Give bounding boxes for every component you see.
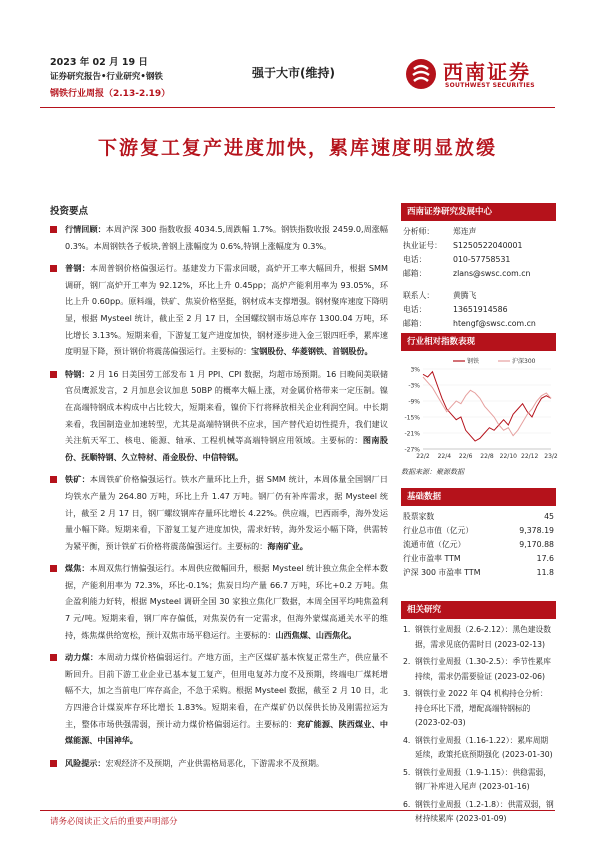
- related-research-panel: [401, 601, 556, 830]
- weekly-title: 钢铁行业周报（2.13-2.19）: [50, 89, 171, 99]
- row-key: 流通市值（亿元）: [403, 540, 466, 549]
- x-tick-label: 22/12: [521, 453, 539, 460]
- logo-text: 西南证券: [443, 60, 531, 84]
- paragraph-risk: [50, 755, 388, 772]
- related-link[interactable]: 钢铁行业周报（1.2-1.8）：供需双弱，钢材持续累库 (2023-01-09): [415, 799, 554, 823]
- paragraph-text: 本周沪深 300 指数收报 4034.5,周跌幅 1.7%。钢铁指数收报 2459.0,周涨幅 0.3%。本周钢铁各子板块,普钢上涨幅度为 0.6%,特钢上涨幅度为 0.3%。: [65, 224, 388, 251]
- header-divider: [40, 107, 555, 108]
- logo-emblem-icon: [405, 58, 437, 90]
- email-link[interactable]: zlans@swsc.com.cn: [453, 269, 531, 278]
- related-item[interactable]: [403, 623, 554, 652]
- row-key: 执业证号：: [403, 241, 442, 250]
- x-tick-label: 22/6: [458, 453, 473, 460]
- key-points-body: [50, 221, 388, 777]
- paragraph-iron-ore: [50, 471, 388, 554]
- row-value: 010-57758531: [453, 255, 511, 264]
- phone-row: [403, 253, 556, 267]
- basic-data-row: [403, 524, 554, 538]
- basic-data-row: [403, 566, 554, 580]
- y-tick-label: -9%: [408, 398, 420, 406]
- paragraph-stocks: 山西焦煤、山西焦化。: [275, 629, 357, 640]
- row-value: 17.6: [536, 554, 554, 563]
- y-tick-label: -15%: [404, 414, 420, 422]
- row-value: 11.8: [536, 568, 554, 577]
- x-tick-label: 22/8: [480, 453, 494, 460]
- x-tick-label: 22/4: [437, 453, 452, 460]
- item-number: 3.: [403, 689, 411, 698]
- bullet-icon: [50, 265, 57, 272]
- paragraph-thermal-coal: [50, 649, 388, 749]
- paragraph-text: 本周铁矿价格偏强运行。铁水产量环比上升，据 SMM 统计，本周体量全国钢厂日均铁水产量为 264.80 万吨，环比上升 1.47 万吨。钢厂仍有补库需求，据 Mysteel 统计，截至 2 月 17 日，钢厂螺纹钢库存量环比增长 4.22%。供应端，巴西雨季，海外发运量小幅下降。短期来看，下游复工复产进度加快，需求好转，海外发运小幅下降，供需转为紧平衡，预计铁矿石价格将震荡偏强运行。主要标的：: [65, 474, 388, 551]
- paragraph-text: 本周普钢价格偏强运行。基建发力下需求回暖，高炉开工率大幅回升，根据 SMM 调研，钢厂高炉开工率为 92.12%，环比上升 0.45pp；高炉产能利用率为 93.05%，环比上升 0.60pp。原料端，铁矿、焦炭价格坚挺，钢材成本支撑增强。钢材聚库速度下降明显，根据 Mysteel 统计，截止至 2 月 17 日，全国螺纹钢市场总库存 1300.04 万吨，环比增长 3.13%。短期来看，下游复工复产进度加快，钢材逐步进入金三银四旺季，累库速度明显下降，预计钢价将震荡偏强运行。主要标的：: [65, 263, 388, 357]
- paragraph-label: 风险提示：: [65, 757, 106, 768]
- bullet-icon: [50, 654, 57, 661]
- row-key: 分析师：: [403, 227, 435, 236]
- row-key: 行业总市值（亿元）: [403, 526, 474, 535]
- paragraph-special-steel: [50, 366, 388, 466]
- row-value: S1250522040001: [453, 241, 523, 250]
- spacer: [403, 281, 556, 289]
- email-row[interactable]: [403, 267, 556, 281]
- series-line-csi300: [423, 377, 551, 436]
- basic-data-heading: 基础数据: [401, 488, 556, 506]
- row-key: 电话：: [403, 305, 427, 314]
- paragraph-market-review: [50, 221, 388, 254]
- row-value: 9,378.19: [519, 526, 554, 535]
- research-team-panel: [401, 203, 556, 331]
- team-heading: 西南证券研究发展中心: [401, 203, 556, 221]
- performance-chart: [401, 355, 556, 465]
- row-key: 股票家数: [403, 512, 435, 521]
- bullet-icon: [50, 371, 57, 378]
- x-tick-label: 22/2: [416, 453, 430, 460]
- paragraph-stocks: 海南矿业。: [267, 540, 308, 551]
- related-item[interactable]: [403, 766, 554, 795]
- row-key: 联系人：: [403, 291, 435, 300]
- item-number: 6.: [403, 799, 411, 809]
- paragraph-label: 铁矿：: [65, 474, 90, 485]
- related-item[interactable]: [403, 734, 554, 763]
- contact-email-row[interactable]: [403, 317, 556, 331]
- legend-label: 钢铁: [467, 358, 480, 365]
- chart-heading: 行业相对指数表现: [401, 333, 556, 351]
- y-tick-label: -27%: [404, 446, 420, 454]
- paragraph-text: 2 月 16 日美国劳工部发布 1 月 PPI、CPI 数据，均超市场预期。16 日晚间美联储官员鹰派发言，2 月加息会议加息 50BP 的概率大幅上涨，对金属价格带来一定压制。镍在高端特钢成本构成中占比较大，短期来看，镍价下行将释放相关企业利润空间。中长期来看，我国制造业加速转型，尤其是高端特钢供不应求，国产替代迫切性提升，我们建议关注航天军工、核电、能源、轴承、工程机械等高端特钢应用领域。主要标的：: [65, 368, 388, 446]
- related-link[interactable]: 钢铁行业 2022 年 Q4 机构持仓分析：持仓环比下滑，增配高端特钢标的 (2023-02-03): [415, 689, 548, 727]
- y-tick-label: -3%: [408, 382, 420, 390]
- related-link[interactable]: 钢铁行业周报（1.30-2.5）：季节性累库持续，需求仍需要验证 (2023-02-06): [415, 657, 551, 681]
- item-number: 5.: [403, 767, 411, 777]
- paragraph-common-steel: [50, 260, 388, 360]
- row-value: 45: [544, 512, 554, 521]
- related-heading: 相关研究: [401, 601, 556, 619]
- bullet-icon: [50, 565, 57, 572]
- email-link[interactable]: htengf@swsc.com.cn: [453, 319, 536, 328]
- paragraph-coking-coal: [50, 560, 388, 643]
- item-number: 4.: [403, 735, 411, 745]
- bullet-icon: [50, 760, 57, 767]
- related-link[interactable]: 钢铁行业周报（1.16-1.22）：累库周期延续，政策托底预期强化 (2023-01-30): [415, 735, 553, 759]
- paragraph-label: 煤焦：: [65, 563, 90, 574]
- row-key: 行业市盈率 TTM: [403, 554, 461, 563]
- related-item[interactable]: [403, 655, 554, 684]
- legend-label: 沪深300: [512, 358, 536, 365]
- row-value: 13651914586: [453, 305, 508, 314]
- row-key: 邮箱：: [403, 269, 427, 278]
- license-row: [403, 239, 556, 253]
- item-number: 1.: [403, 625, 411, 634]
- rating: 强于大市(维持): [252, 66, 335, 80]
- contact-row: [403, 289, 556, 303]
- basic-data-row: [403, 538, 554, 552]
- index-performance-panel: [401, 333, 556, 477]
- paragraph-stocks: 图南股份、抚顺特钢、久立特材、甬金股份、中信特钢。: [65, 435, 388, 462]
- paragraph-stocks: 兖矿能源、陕西煤业、中煤能源、中国神华。: [65, 718, 388, 746]
- contact-phone-row: [403, 303, 556, 317]
- row-value: 郑连声: [453, 227, 477, 236]
- bullet-icon: [50, 476, 57, 483]
- footer-disclaimer: 请务必阅读正文后的重要声明部分: [50, 817, 178, 827]
- related-link[interactable]: 钢铁行业周报（1.9-1.15）：供稳需弱，钢厂补库进入尾声 (2023-01-16): [415, 767, 551, 791]
- y-tick-label: -21%: [404, 430, 420, 438]
- x-tick-label: 23/2: [544, 453, 558, 460]
- row-key: 电话：: [403, 255, 427, 264]
- related-link[interactable]: 钢铁行业周报（2.6-2.12）：黑色建设数据，需求见底仍需时日 (2023-02-13): [415, 625, 551, 649]
- analyst-row: [403, 225, 556, 239]
- paragraph-label: 普钢：: [65, 263, 91, 274]
- paragraph-label: 特钢：: [65, 368, 90, 379]
- paragraph-text: 本周动力煤价格偏弱运行。产地方面，主产区煤矿基本恢复正常生产，供应量不断回升。目前下游工业企业已基本复工复产，但用电复苏力度不及预期，终端电厂煤耗增幅不大，加之当前电厂库存高企，不急于采购。根据 Mysteel 数据，截至 2 月 10 日，北方四港合计煤炭库存环比增长 1.83%。短期来看，在产煤矿仍以保供长协及刚需拉运为主，整体市场供强需弱，预计动力煤价格偏弱运行。主要标的：: [65, 652, 388, 729]
- paragraph-stocks: 宝钢股份、华菱钢铁、首钢股份。: [251, 346, 373, 357]
- paragraph-text: 本周双焦行情偏强运行。本周供应微幅回升，根据 Mysteel 统计独立焦企全样本数据，产能利用率为 72.3%，环比-0.1%；焦炭日均产量 66.7 万吨，环比+0.2 万吨。焦企盈利能力好转，根据 Mysteel 调研全国 30 家独立焦化厂数据，本周全国平均吨焦盈利 7 元/吨。短期来看，钢厂库存偏低，对焦炭仍有一定需求，但海外蒙煤高通关水平的维持，炼焦煤供给宽松，预计双焦市场平稳运行。主要标的：: [65, 563, 388, 640]
- x-tick-label: 22/10: [499, 453, 517, 460]
- row-key: 沪深 300 市盈率 TTM: [403, 568, 481, 577]
- item-number: 2.: [403, 657, 411, 666]
- footer-divider: [40, 810, 555, 811]
- logo-english-text: SOUTHWEST SECURITIES: [445, 82, 535, 89]
- basic-data-panel: [401, 488, 556, 580]
- company-logo: [405, 54, 555, 94]
- row-value: 黄腾飞: [453, 291, 477, 300]
- related-item[interactable]: [403, 687, 554, 731]
- paragraph-label: 动力煤：: [65, 652, 99, 663]
- row-value: 9,170.88: [519, 540, 554, 549]
- chart-source: 数据来源：聚源数据: [401, 468, 464, 476]
- row-key: 邮箱：: [403, 319, 427, 328]
- bullet-icon: [50, 226, 57, 233]
- page-title: 下游复工复产进度加快，累库速度明显放缓: [97, 137, 497, 159]
- paragraph-text: 宏观经济不及预期，产业供需格局恶化，下游需求不及预期。: [105, 757, 325, 768]
- basic-data-row: [403, 552, 554, 566]
- key-points-heading: 投资要点: [50, 206, 89, 217]
- related-item[interactable]: [403, 798, 554, 827]
- basic-data-row: [403, 510, 554, 524]
- report-date: 2023 年 02 月 19 日: [50, 57, 148, 68]
- y-tick-label: 3%: [410, 366, 420, 374]
- series-line-steel: [423, 372, 551, 441]
- paragraph-label: 行情回顾：: [65, 224, 106, 234]
- report-type: 证券研究报告•行业研究•钢铁: [50, 72, 163, 82]
